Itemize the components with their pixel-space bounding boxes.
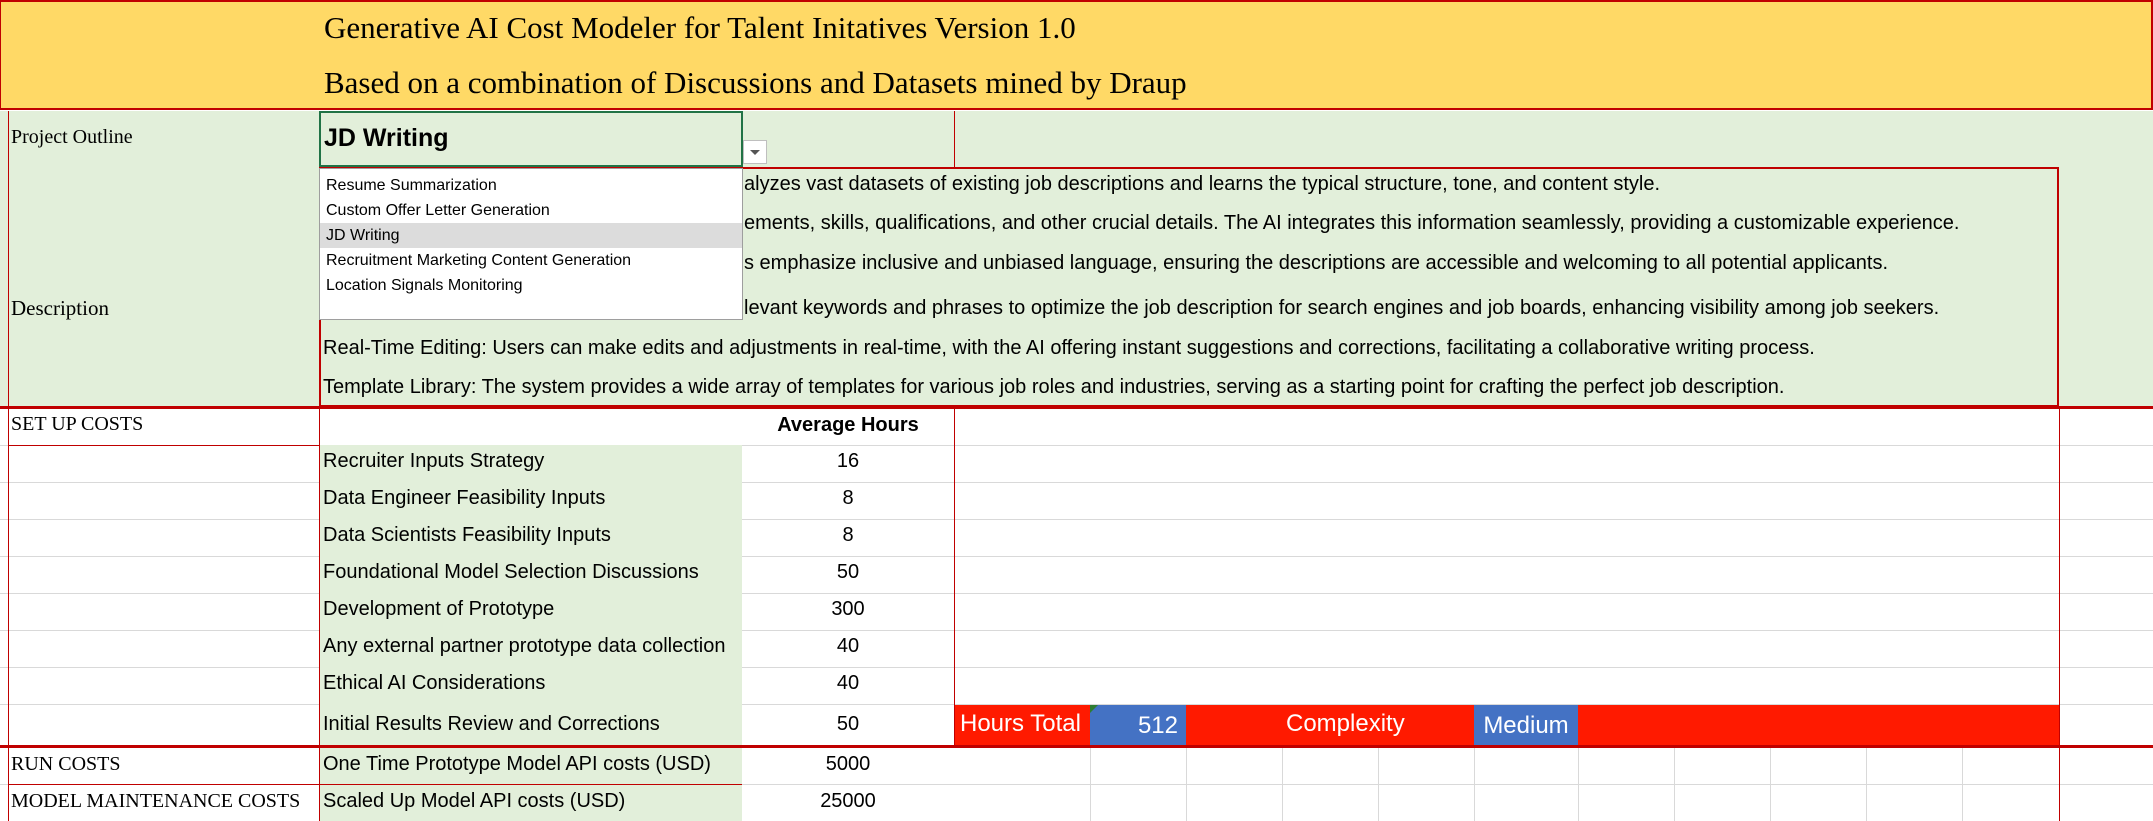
dropdown-option[interactable]: Location Signals Monitoring <box>326 277 523 294</box>
dropdown-option[interactable]: Resume Summarization <box>326 177 497 194</box>
run-row-underline <box>8 784 742 785</box>
grid-col-line <box>1578 746 1579 821</box>
grid-col-line <box>1770 746 1771 821</box>
grid-col-line <box>1962 746 1963 821</box>
dropdown-option[interactable]: Recruitment Marketing Content Generation <box>326 252 632 269</box>
maintenance-costs-item: Scaled Up Model API costs (USD) <box>323 790 626 812</box>
setup-item-hours: 300 <box>831 598 865 620</box>
description-line: s emphasize inclusive and unbiased language, ensuring the descriptions are accessible and welcoming to all potential applicants. <box>744 252 1889 274</box>
grid-col-line <box>1674 746 1675 821</box>
left-border <box>8 111 9 821</box>
setup-item-hours: 8 <box>842 487 854 509</box>
setup-item-hours: 40 <box>836 635 860 657</box>
grid-col-line <box>1378 746 1379 821</box>
setup-item-hours: 50 <box>836 561 860 583</box>
description-label: Description <box>11 296 109 320</box>
outline-right-cell-border <box>954 111 955 167</box>
project-outline-label: Project Outline <box>11 126 133 148</box>
dropdown-toggle-button[interactable] <box>743 140 767 164</box>
hours-total-label: Hours Total <box>960 710 1081 737</box>
grid-col-line <box>1090 746 1091 821</box>
description-line: levant keywords and phrases to optimize the job description for search engines and job boards, enhancing visibility among job seekers. <box>744 297 1940 319</box>
description-line: Template Library: The system provides a wide array of templates for various job roles and industries, serving as a starting point for crafting the perfect job description. <box>323 376 1785 398</box>
setup-item-hours: 50 <box>836 713 860 735</box>
complexity-label: Complexity <box>1286 710 1405 737</box>
maintenance-costs-value: 25000 <box>820 790 876 812</box>
run-costs-value: 5000 <box>825 753 871 775</box>
hours-column-border <box>954 409 955 746</box>
maintenance-costs-label: MODEL MAINTENANCE COSTS <box>11 790 301 812</box>
description-line: Real-Time Editing: Users can make edits and adjustments in real-time, with the AI offering instant suggestions and corrections, facilitating a collaborative writing process. <box>323 337 1815 359</box>
setup-item-hours: 40 <box>836 672 860 694</box>
complexity-value: Medium <box>1474 705 1578 746</box>
setup-item-name: Any external partner prototype data collection <box>323 635 726 657</box>
grid-col-line <box>1474 746 1475 821</box>
page-subtitle: Based on a combination of Discussions and Datasets mined by Draup <box>324 65 1187 100</box>
chevron-down-icon <box>750 150 760 155</box>
grid-col-line <box>1186 746 1187 821</box>
description-line: ements, skills, qualifications, and other crucial details. The AI integrates this information seamlessly, providing a customizable experience. <box>744 212 1960 234</box>
setup-item-name: Foundational Model Selection Discussions <box>323 561 699 583</box>
project-outline-dropdown[interactable] <box>319 168 743 320</box>
run-costs-divider <box>0 745 2153 748</box>
setup-label-underline <box>8 445 319 446</box>
grid-col-line <box>1282 746 1283 821</box>
section-divider <box>0 406 2153 409</box>
project-outline-value: JD Writing <box>324 124 449 152</box>
hours-total-marker <box>1090 705 1098 713</box>
run-costs-item: One Time Prototype Model API costs (USD) <box>323 753 711 775</box>
grid-col-line <box>1866 746 1867 821</box>
setup-item-name: Data Engineer Feasibility Inputs <box>323 487 606 509</box>
dropdown-option[interactable]: Custom Offer Letter Generation <box>326 202 550 219</box>
setup-item-name: Initial Results Review and Corrections <box>323 713 660 735</box>
setup-item-hours: 16 <box>836 450 860 472</box>
description-line: alyzes vast datasets of existing job descriptions and learns the typical structure, tone, and content style. <box>744 173 1661 195</box>
setup-item-name: Ethical AI Considerations <box>323 672 546 694</box>
page-title: Generative AI Cost Modeler for Talent Initatives Version 1.0 <box>324 10 1076 45</box>
hours-total-value: 512 <box>1090 705 1186 746</box>
setup-item-name: Development of Prototype <box>323 598 555 620</box>
dropdown-option-selected[interactable]: JD Writing <box>320 223 742 248</box>
run-costs-label: RUN COSTS <box>11 753 121 775</box>
setup-item-name: Recruiter Inputs Strategy <box>323 450 545 472</box>
average-hours-header: Average Hours <box>777 414 919 436</box>
setup-costs-label: SET UP COSTS <box>11 413 144 435</box>
grid-col-line <box>2059 407 2060 821</box>
setup-item-name: Data Scientists Feasibility Inputs <box>323 524 611 546</box>
setup-item-hours: 8 <box>842 524 854 546</box>
